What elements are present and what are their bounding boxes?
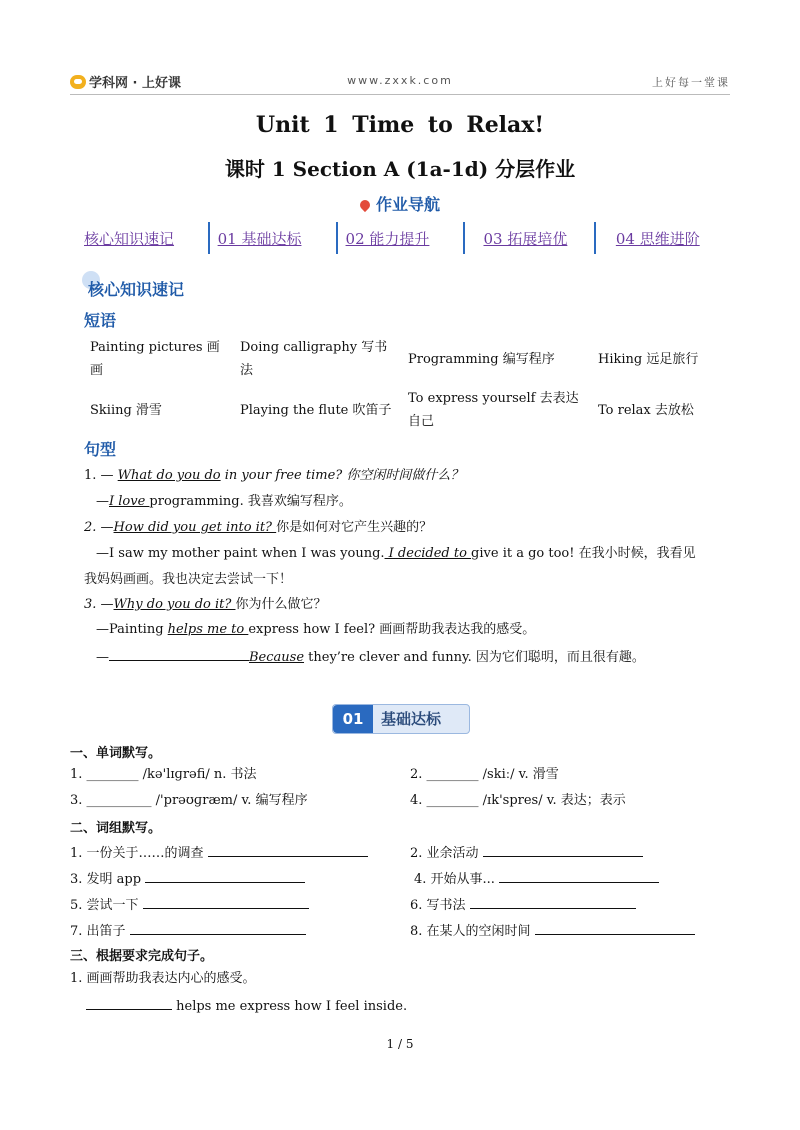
sentence-line: —I saw my mother paint when I was young. I decided to give it a go too! 在我小时候，我看见 — [96, 546, 696, 561]
badge-number: 01 — [333, 705, 373, 733]
ex2-item[interactable]: 7. 出笛子 — [70, 920, 306, 942]
ex1-item[interactable]: 2. ________ /skiː/ v. 滑雪 — [410, 767, 559, 782]
phrase-cell: Painting pictures 画画 — [90, 340, 220, 378]
page-header — [70, 72, 730, 95]
sentence-line: 1. — What do you do in your free time? 你空闲时间做什么？ — [84, 468, 464, 483]
site-url[interactable]: www.zxxk.com — [347, 74, 453, 87]
phrases-table — [84, 334, 724, 436]
nav-heading-label: 作业导航 — [375, 195, 440, 214]
ex1-item[interactable]: 3. __________ /'prəʊɡræm/ v. 编写程序 — [70, 793, 308, 808]
core-heading: 核心知识速记 — [88, 277, 184, 300]
sentence-line: — Because they’re clever and funny. 因为它们聪明，而且很有趣。 — [96, 646, 645, 668]
ex2-item[interactable]: 3. 发明 app — [70, 868, 305, 890]
ex2-heading: 二、词组默写。 — [70, 821, 162, 836]
phrase-cell: Skiing 滑雪 — [90, 402, 162, 418]
sentences-heading: 句型 — [84, 440, 117, 459]
nav-link-thinking[interactable]: 04 思维进阶 — [615, 230, 700, 248]
lesson-title: 课时 1 Section A (1a-1d) 分层作业 — [224, 157, 576, 181]
phrase-cell: Programming 编写程序 — [408, 351, 555, 367]
ex1-heading: 一、单词默写。 — [70, 746, 162, 761]
ex3-heading: 三、根据要求完成句子。 — [70, 949, 214, 964]
phrase-cell: Hiking 远足旅行 — [598, 351, 699, 367]
unit-title: Unit 1 Time to Relax! — [255, 112, 545, 138]
homework-nav — [80, 222, 730, 254]
nav-link-extend[interactable]: 03 拓展培优 — [465, 222, 595, 254]
ex3-answer-line[interactable]: helps me express how I feel inside. — [86, 995, 407, 1017]
sentence-line: 2. —How did you get into it? 你是如何对它产生兴趣的？ — [84, 520, 433, 535]
phrases-heading: 短语 — [84, 311, 117, 330]
sentence-line: 我妈妈画画。我也决定去尝试一下！ — [84, 572, 293, 587]
ex1-item[interactable]: 4. ________ /ɪk'spres/ v. 表达；表示 — [410, 793, 626, 808]
logo-text: 学科网 · 上好课 — [89, 76, 181, 91]
phrase-cell: To relax 去放松 — [598, 402, 694, 418]
phrase-cell: To express yourself 去表达自己 — [408, 391, 579, 429]
section-badge-basic — [332, 704, 470, 734]
ex2-item[interactable]: 5. 尝试一下 — [70, 894, 309, 916]
ex2-item[interactable]: 1. 一份关于……的调查 — [70, 842, 368, 864]
nav-heading — [0, 192, 800, 215]
badge-label: 基础达标 — [381, 710, 442, 728]
table-row — [84, 384, 724, 436]
ex2-item[interactable]: 2. 业余活动 — [410, 842, 643, 864]
nav-link-ability[interactable]: 02 能力提升 — [338, 222, 466, 254]
ex2-item[interactable]: 8. 在某人的空闲时间 — [410, 920, 695, 942]
nav-link-core[interactable]: 核心知识速记 — [80, 222, 210, 254]
ex1-item[interactable]: 1. ________ /kə'lɪɡrəfi/ n. 书法 — [70, 767, 257, 782]
sentence-line: —I love programming. 我喜欢编写程序。 — [96, 494, 352, 509]
ex2-item[interactable]: 6. 写书法 — [410, 894, 636, 916]
page-number: 1 / 5 — [386, 1037, 414, 1051]
site-slogan: 上好每一堂课 — [652, 76, 730, 89]
phrase-cell: Doing calligraphy 写书法 — [240, 340, 388, 378]
sentence-line: 3. —Why do you do it? 你为什么做它？ — [84, 597, 327, 612]
nav-link-basic[interactable]: 01 基础达标 — [210, 222, 338, 254]
phrase-cell: Playing the flute 吹笛子 — [240, 402, 392, 418]
table-row — [84, 334, 724, 384]
location-pin-icon — [358, 198, 372, 212]
ex3-question: 1. 画画帮助我表达内心的感受。 — [70, 971, 256, 986]
sentence-line: —Painting helps me to express how I feel? 画画帮助我表达我的感受。 — [96, 622, 536, 637]
ex2-item[interactable]: 4. 开始从事... — [414, 868, 659, 890]
